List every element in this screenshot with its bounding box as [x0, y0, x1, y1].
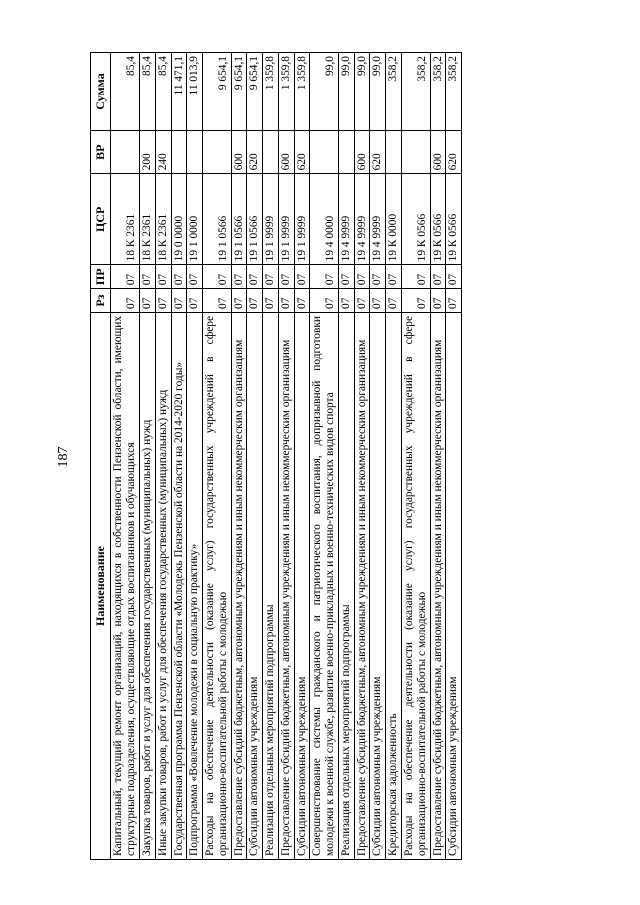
- cell-name: Расходы на обеспечение деятельности (оказание услуг) государственных учреждений в сфере организационно-воспитательной работы с молодежью: [401, 312, 430, 859]
- table-row: [155, 53, 171, 860]
- table-row: [263, 53, 279, 860]
- cell-name: Капитальный, текущий ремонт организаций, находящихся в собственности Пензенской области, имеющих структурные подразделения, осуществляющие отдых воспитанников и обучающихся: [111, 312, 140, 859]
- table-row: [370, 53, 386, 860]
- cell-rz: 07: [338, 289, 354, 313]
- cell-pr: 07: [430, 265, 446, 289]
- cell-rz: 07: [247, 289, 263, 313]
- table-row: [446, 53, 462, 860]
- table-row: [401, 53, 430, 860]
- cell-pr: 07: [171, 265, 187, 289]
- cell-pr: 07: [338, 265, 354, 289]
- cell-csr: 19 1 0000: [187, 174, 203, 265]
- cell-name: Государственная программа Пензенской области «Молодежь Пензенской области на 2014-2020 годы»: [171, 312, 187, 859]
- cell-rz: 07: [155, 289, 171, 313]
- cell-sum: 9 654,1: [247, 53, 263, 131]
- cell-sum: 11 013,9: [187, 53, 203, 131]
- cell-pr: 07: [231, 265, 247, 289]
- cell-rz: 07: [310, 289, 339, 313]
- cell-sum: 358,2: [446, 53, 462, 131]
- cell-name: Реализация отдельных мероприятий подпрограммы: [338, 312, 354, 859]
- cell-rz: 07: [294, 289, 310, 313]
- cell-pr: 07: [294, 265, 310, 289]
- table-row: [294, 53, 310, 860]
- cell-sum: 358,2: [401, 53, 430, 131]
- cell-rz: 07: [187, 289, 203, 313]
- cell-sum: 11 471,1: [171, 53, 187, 131]
- cell-name: Расходы на обеспечение деятельности (оказание услуг) государственных учреждений в сфере организационно-воспитательной работы с молодежью: [203, 312, 232, 859]
- cell-sum: 85,4: [111, 53, 140, 131]
- table-row: [430, 53, 446, 860]
- cell-rz: 07: [171, 289, 187, 313]
- cell-pr: 07: [446, 265, 462, 289]
- cell-sum: 1 359,8: [294, 53, 310, 131]
- cell-sum: 1 359,8: [263, 53, 279, 131]
- cell-csr: 19 1 9999: [263, 174, 279, 265]
- cell-csr: 19 4 9999: [354, 174, 370, 265]
- table-header-row: [91, 53, 111, 860]
- cell-rz: 07: [111, 289, 140, 313]
- cell-name: Предоставление субсидий бюджетным, автономным учреждениям и иным некоммерческим организациям: [430, 312, 446, 859]
- cell-name: Предоставление субсидий бюджетным, автономным учреждениям и иным некоммерческим организациям: [231, 312, 247, 859]
- cell-vr: [187, 131, 203, 174]
- cell-csr: 19 1 9999: [278, 174, 294, 265]
- cell-csr: 19 К 0000: [386, 174, 402, 265]
- cell-rz: 07: [354, 289, 370, 313]
- cell-pr: 07: [139, 265, 155, 289]
- table-row: [354, 53, 370, 860]
- header-csr: ЦСР: [91, 174, 111, 265]
- cell-vr: 600: [430, 131, 446, 174]
- header-vr: ВР: [91, 131, 111, 174]
- cell-vr: 600: [354, 131, 370, 174]
- header-rz: Рз: [91, 289, 111, 313]
- cell-sum: 99,0: [338, 53, 354, 131]
- cell-rz: 07: [263, 289, 279, 313]
- cell-vr: [171, 131, 187, 174]
- page-number: 187: [56, 446, 71, 468]
- cell-csr: 19 К 0566: [430, 174, 446, 265]
- cell-sum: 99,0: [310, 53, 339, 131]
- cell-name: Закупка товаров, работ и услуг для обеспечения государственных (муниципальных) нужд: [139, 312, 155, 859]
- cell-sum: 9 654,1: [203, 53, 232, 131]
- cell-csr: 19 4 9999: [338, 174, 354, 265]
- cell-vr: [203, 131, 232, 174]
- cell-vr: [310, 131, 339, 174]
- cell-vr: [263, 131, 279, 174]
- cell-pr: 07: [203, 265, 232, 289]
- cell-name: Субсидии автономным учреждениям: [294, 312, 310, 859]
- cell-csr: 19 4 0000: [310, 174, 339, 265]
- cell-name: Реализация отдельных мероприятий подпрограммы: [263, 312, 279, 859]
- cell-rz: 07: [370, 289, 386, 313]
- cell-csr: 19 1 0566: [247, 174, 263, 265]
- table-row: [187, 53, 203, 860]
- cell-name: Иные закупки товаров, работ и услуг для обеспечения государственных (муниципальных) нужд: [155, 312, 171, 859]
- table-row: [278, 53, 294, 860]
- cell-name: Субсидии автономным учреждениям: [446, 312, 462, 859]
- table-row: [203, 53, 232, 860]
- cell-name: Предоставление субсидий бюджетным, автономным учреждениям и иным некоммерческим организациям: [278, 312, 294, 859]
- cell-sum: 358,2: [430, 53, 446, 131]
- cell-rz: 07: [386, 289, 402, 313]
- cell-vr: [338, 131, 354, 174]
- cell-pr: 07: [370, 265, 386, 289]
- table-row: [386, 53, 402, 860]
- table-row: [310, 53, 339, 860]
- cell-vr: 620: [446, 131, 462, 174]
- cell-vr: [401, 131, 430, 174]
- cell-sum: 1 359,8: [278, 53, 294, 131]
- cell-name: Подпрограмма «Вовлечение молодежи в социальную практику»: [187, 312, 203, 859]
- cell-rz: 07: [203, 289, 232, 313]
- cell-csr: 19 1 9999: [294, 174, 310, 265]
- table-row: [111, 53, 140, 860]
- cell-pr: 07: [354, 265, 370, 289]
- cell-name: Субсидии автономным учреждениям: [370, 312, 386, 859]
- cell-rz: 07: [139, 289, 155, 313]
- cell-name: Совершенствование системы гражданского и патриотического воспитания, допризывной подготовки молодежи к военной службе, развитие военно-прикладных и военно-технических видов спорта: [310, 312, 339, 859]
- cell-vr: [386, 131, 402, 174]
- cell-sum: 9 654,1: [231, 53, 247, 131]
- cell-pr: 07: [401, 265, 430, 289]
- cell-vr: 600: [231, 131, 247, 174]
- table-row: [139, 53, 155, 860]
- cell-name: Предоставление субсидий бюджетным, автономным учреждениям и иным некоммерческим организациям: [354, 312, 370, 859]
- cell-pr: 07: [247, 265, 263, 289]
- cell-csr: 19 1 0566: [231, 174, 247, 265]
- cell-sum: 99,0: [354, 53, 370, 131]
- cell-vr: 620: [370, 131, 386, 174]
- cell-pr: 07: [111, 265, 140, 289]
- rotated-page: [52, 42, 612, 872]
- cell-sum: 85,4: [139, 53, 155, 131]
- cell-csr: 18 К 2361: [139, 174, 155, 265]
- cell-vr: [111, 131, 140, 174]
- cell-sum: 85,4: [155, 53, 171, 131]
- table-row: [171, 53, 187, 860]
- cell-csr: 19 4 9999: [370, 174, 386, 265]
- cell-pr: 07: [386, 265, 402, 289]
- cell-rz: 07: [430, 289, 446, 313]
- cell-csr: 18 К 2361: [155, 174, 171, 265]
- header-sum: Сумма: [91, 53, 111, 131]
- cell-name: Субсидии автономным учреждениям: [247, 312, 263, 859]
- cell-vr: 620: [247, 131, 263, 174]
- cell-csr: 19 К 0566: [401, 174, 430, 265]
- cell-rz: 07: [278, 289, 294, 313]
- cell-vr: 240: [155, 131, 171, 174]
- cell-vr: 600: [278, 131, 294, 174]
- cell-pr: 07: [187, 265, 203, 289]
- cell-name: Кредиторская задолженность: [386, 312, 402, 859]
- cell-pr: 07: [263, 265, 279, 289]
- table-body: [111, 53, 462, 860]
- cell-pr: 07: [310, 265, 339, 289]
- cell-csr: 19 0 0000: [171, 174, 187, 265]
- budget-table: [90, 52, 462, 860]
- cell-csr: 19 К 0566: [446, 174, 462, 265]
- table-row: [338, 53, 354, 860]
- cell-rz: 07: [401, 289, 430, 313]
- cell-rz: 07: [231, 289, 247, 313]
- header-pr: ПР: [91, 265, 111, 289]
- cell-sum: 358,2: [386, 53, 402, 131]
- cell-pr: 07: [278, 265, 294, 289]
- table-row: [231, 53, 247, 860]
- header-name: Наименование: [91, 312, 111, 859]
- cell-sum: 99,0: [370, 53, 386, 131]
- cell-csr: 19 1 0566: [203, 174, 232, 265]
- cell-vr: 200: [139, 131, 155, 174]
- cell-vr: 620: [294, 131, 310, 174]
- cell-rz: 07: [446, 289, 462, 313]
- cell-pr: 07: [155, 265, 171, 289]
- table-row: [247, 53, 263, 860]
- cell-csr: 18 К 2361: [111, 174, 140, 265]
